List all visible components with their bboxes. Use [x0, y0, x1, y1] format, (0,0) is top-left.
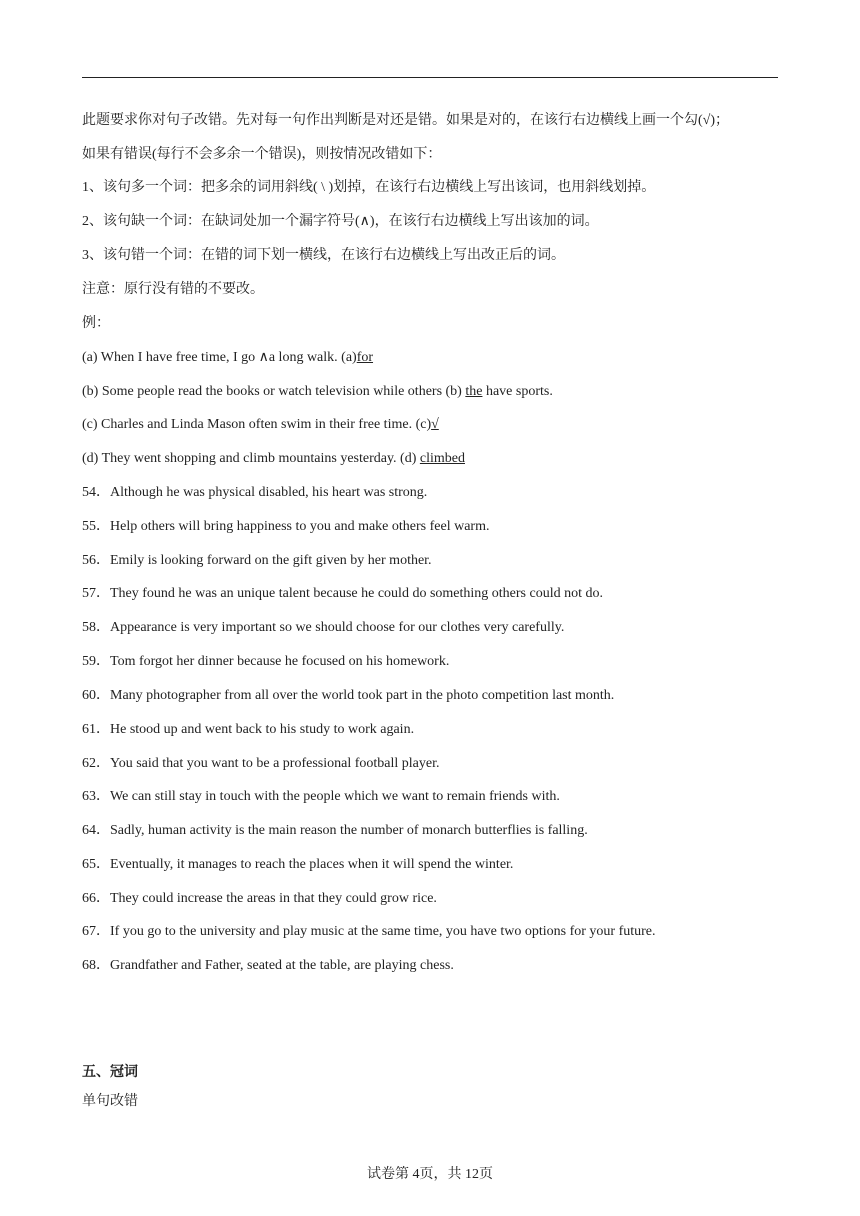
question-item [82, 551, 782, 571]
instruction-line-4: 2、该句缺一个词：在缺词处加一个漏字符号(∧)，在该行右边横线上写出该加的词。 [82, 214, 599, 229]
instruction-line-3: 1、该句多一个词：把多余的词用斜线( \ )划掉，在该行右边横线上写出该词，也用斜线划掉。 [82, 180, 656, 195]
question-number: 66． [82, 891, 110, 906]
example-a-text: (a) When I have free time, I go ∧a long walk. (a) [82, 350, 357, 365]
question-text: They found he was an unique talent because he could do something others could not do. [110, 586, 603, 601]
question-number: 58． [82, 620, 110, 635]
question-number: 64． [82, 823, 110, 838]
question-number: 62． [82, 756, 110, 771]
example-d-answer: climbed [419, 451, 465, 466]
question-number: 61． [82, 722, 110, 737]
section-subheading: 单句改错 [82, 1094, 138, 1109]
instruction-line-5: 3、该句错一个词：在错的词下划一横线，在该行右边横线上写出改正后的词。 [82, 248, 565, 263]
section-heading: 五、冠词 [82, 1065, 138, 1080]
header-rule [82, 77, 778, 78]
question-text: They could increase the areas in that they could grow rice. [110, 891, 437, 906]
question-number: 65． [82, 857, 110, 872]
example-c-answer: √ [431, 417, 439, 432]
question-item [82, 855, 782, 875]
question-number: 59． [82, 654, 110, 669]
question-number: 60． [82, 688, 110, 703]
question-item [82, 517, 782, 537]
question-number: 57． [82, 586, 110, 601]
question-item [82, 956, 782, 976]
question-text: If you go to the university and play music at the same time, you have two options for your future. [110, 924, 656, 939]
question-text: Many photographer from all over the world took part in the photo competition last month. [110, 688, 615, 703]
instruction-line-2: 如果有错误(每行不会多余一个错误)，则按情况改错如下： [82, 147, 442, 162]
question-item [82, 754, 782, 774]
question-text: Help others will bring happiness to you and make others feel warm. [110, 519, 490, 534]
question-text: You said that you want to be a professional football player. [110, 756, 440, 771]
question-number: 63． [82, 789, 110, 804]
question-text: Grandfather and Father, seated at the table, are playing chess. [110, 958, 454, 973]
question-item [82, 652, 782, 672]
example-b-post: have sports. [482, 384, 553, 399]
example-label: 例： [82, 316, 110, 331]
example-d-text: (d) They went shopping and climb mountains yesterday. (d) [82, 451, 420, 466]
question-text: Appearance is very important so we should choose for our clothes very carefully. [110, 620, 565, 635]
question-item [82, 618, 782, 638]
instruction-line-1: 此题要求你对句子改错。先对每一句作出判断是对还是错。如果是对的，在该行右边横线上画一个勾(√)； [82, 113, 730, 128]
question-number: 54． [82, 485, 110, 500]
example-d [82, 449, 782, 469]
question-number: 67． [82, 924, 110, 939]
question-text: Although he was physical disabled, his heart was strong. [110, 485, 428, 500]
question-text: We can still stay in touch with the people which we want to remain friends with. [110, 789, 560, 804]
question-item [82, 787, 782, 807]
example-b-pre: (b) Some people read the books or watch television while others (b) [82, 384, 466, 399]
example-b-answer: the [465, 384, 483, 399]
example-b [82, 382, 782, 402]
question-text: He stood up and went back to his study to work again. [110, 722, 415, 737]
question-text: Tom forgot her dinner because he focused on his homework. [110, 654, 450, 669]
question-number: 68． [82, 958, 110, 973]
example-a-answer: for [356, 350, 374, 365]
example-a [82, 348, 782, 368]
instruction-note: 注意：原行没有错的不要改。 [82, 282, 264, 297]
question-item [82, 584, 782, 604]
question-item [82, 686, 782, 706]
example-c-text: (c) Charles and Linda Mason often swim in their free time. (c) [82, 417, 432, 432]
question-text: Emily is looking forward on the gift given by her mother. [110, 553, 432, 568]
question-text: Sadly, human activity is the main reason the number of monarch butterflies is falling. [110, 823, 588, 838]
question-number: 56． [82, 553, 110, 568]
question-item [82, 483, 782, 503]
question-item [82, 821, 782, 841]
example-c [82, 415, 782, 435]
question-text: Eventually, it manages to reach the places when it will spend the winter. [110, 857, 514, 872]
question-item [82, 720, 782, 740]
question-item [82, 889, 782, 909]
question-number: 55． [82, 519, 110, 534]
question-item [82, 922, 782, 942]
page-footer: 试卷第 4页，共 12页 [367, 1167, 493, 1182]
